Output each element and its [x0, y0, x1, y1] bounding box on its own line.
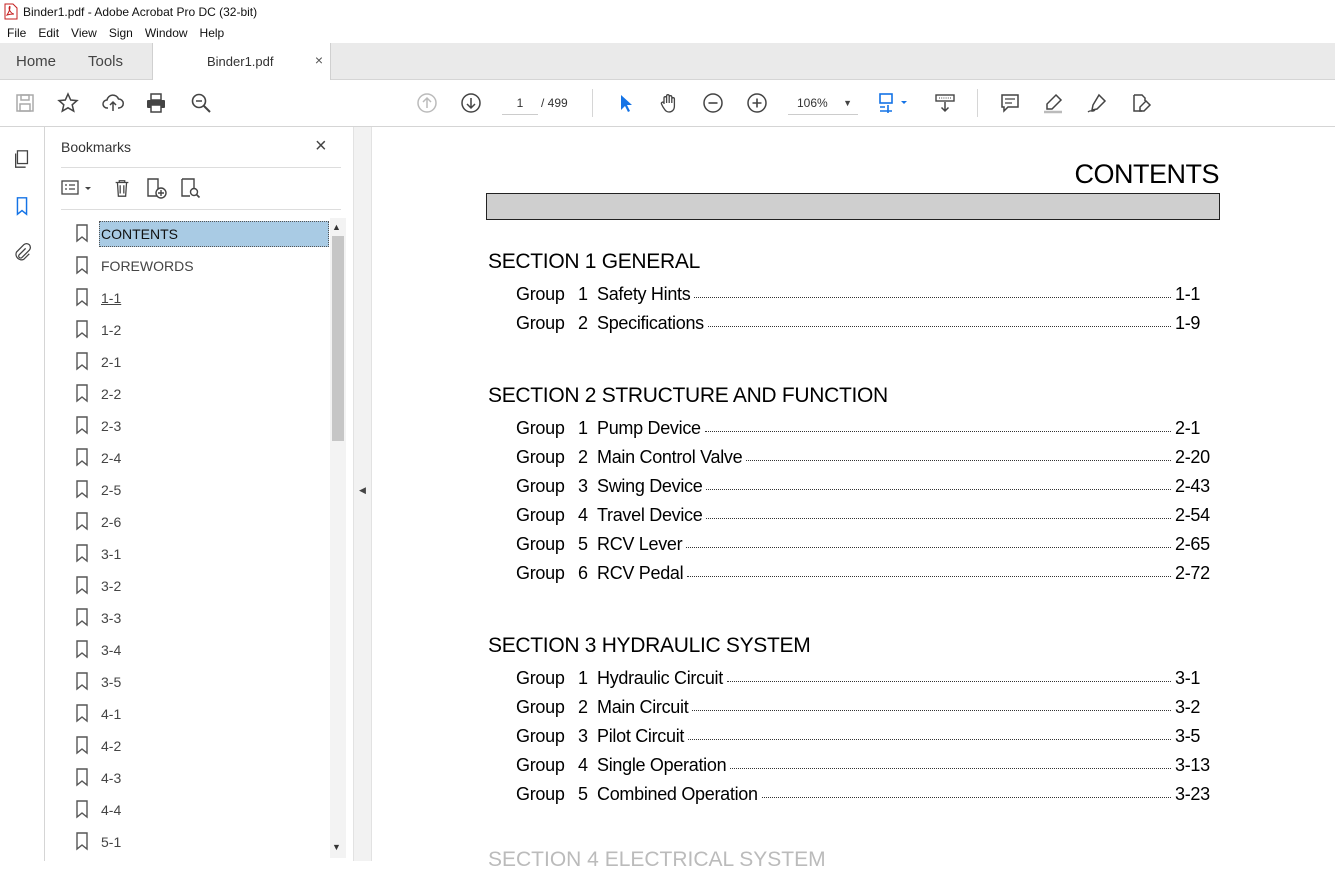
toc-page: 3-5: [1175, 726, 1201, 746]
zoom-value: 106%: [797, 96, 828, 110]
bookmark-item[interactable]: [75, 636, 331, 664]
toc-number: 3: [578, 476, 588, 496]
toc-title: Combined Operation: [597, 784, 762, 805]
toolbar-separator: [592, 89, 593, 117]
tab-bar: [0, 43, 1335, 80]
section-heading: SECTION 1 GENERAL: [488, 250, 700, 273]
bookmark-item[interactable]: [75, 828, 331, 856]
bookmark-icon: [75, 800, 89, 818]
bookmark-icon: [75, 320, 89, 338]
delete-bookmark-icon[interactable]: [109, 175, 135, 201]
menu-sign[interactable]: Sign: [108, 26, 133, 40]
bookmark-icon: [75, 416, 89, 434]
menu-file[interactable]: File: [7, 26, 27, 40]
toc-entry[interactable]: [516, 784, 1216, 808]
toc-page: 2-54: [1175, 505, 1210, 525]
bookmark-icon: [75, 352, 89, 370]
bookmark-icon: [75, 672, 89, 690]
toc-number: 3: [578, 726, 588, 746]
toc-group: Group: [516, 447, 565, 467]
menu-view[interactable]: View: [71, 26, 97, 40]
bookmark-label: 4-1: [101, 706, 122, 722]
divider: [61, 209, 341, 210]
page-down-icon[interactable]: [458, 90, 484, 116]
bookmark-item[interactable]: [75, 444, 331, 472]
bookmark-label: 2-3: [101, 418, 122, 434]
bookmark-icon: [75, 608, 89, 626]
bookmark-label: 3-5: [101, 674, 122, 690]
bookmarks-scrollbar[interactable]: [330, 218, 346, 858]
zoom-select[interactable]: [788, 91, 858, 115]
toc-entry[interactable]: [516, 505, 1216, 529]
toc-title: Pump Device: [597, 418, 705, 439]
scroll-down-icon[interactable]: ▼: [332, 842, 341, 852]
bookmark-label: 4-3: [101, 770, 122, 786]
main-toolbar: [0, 80, 1335, 127]
bookmark-label: 2-5: [101, 482, 122, 498]
print-icon[interactable]: [143, 90, 169, 116]
find-bookmark-icon[interactable]: [177, 175, 203, 201]
toc-entry[interactable]: [516, 418, 1216, 442]
toc-entry[interactable]: [516, 284, 1216, 308]
toc-page: 3-1: [1175, 668, 1201, 688]
toc-group: Group: [516, 697, 565, 717]
toc-leader: [708, 326, 1171, 327]
toc-leader: [705, 431, 1171, 432]
bookmark-options-icon[interactable]: [59, 175, 95, 201]
bookmark-item[interactable]: [75, 348, 331, 376]
bookmark-label: 3-1: [101, 546, 122, 562]
page-number-input[interactable]: 1: [502, 91, 538, 115]
page-up-icon[interactable]: [414, 90, 440, 116]
fit-page-icon[interactable]: [876, 90, 912, 116]
toc-group: Group: [516, 534, 565, 554]
sign-icon[interactable]: [1084, 90, 1110, 116]
toc-title: Main Circuit: [597, 697, 692, 718]
tab-tools[interactable]: Tools: [88, 53, 124, 70]
menu-bar: [0, 23, 1335, 43]
toc-page: 3-23: [1175, 784, 1210, 804]
bookmark-icon: [75, 736, 89, 754]
document-view[interactable]: [372, 127, 1335, 871]
toolbar-separator: [977, 89, 978, 117]
toc-entry[interactable]: [516, 726, 1216, 750]
toc-title: Swing Device: [597, 476, 706, 497]
toc-number: 4: [578, 755, 588, 775]
toc-number: 1: [578, 284, 588, 304]
section-heading: SECTION 3 HYDRAULIC SYSTEM: [488, 634, 811, 657]
toc-group: Group: [516, 505, 565, 525]
select-arrow-icon[interactable]: [612, 90, 638, 116]
bookmark-item[interactable]: [75, 540, 331, 568]
toc-leader: [692, 710, 1171, 711]
panel-splitter[interactable]: [353, 127, 372, 861]
toc-group: Group: [516, 755, 565, 775]
zoom-out-icon[interactable]: [700, 90, 726, 116]
toc-page: 1-1: [1175, 284, 1201, 304]
toc-group: Group: [516, 784, 565, 804]
bookmark-item[interactable]: [75, 668, 331, 696]
bookmark-icon: [75, 704, 89, 722]
toc-group: Group: [516, 476, 565, 496]
toc-leader: [694, 297, 1171, 298]
toc-page: 2-65: [1175, 534, 1210, 554]
bookmark-label: 3-4: [101, 642, 122, 658]
scroll-mode-icon[interactable]: [932, 90, 958, 116]
bookmark-icon: [75, 256, 89, 274]
bookmark-label: CONTENTS: [101, 226, 178, 242]
menu-window[interactable]: Window: [144, 26, 188, 40]
toc-leader: [706, 489, 1171, 490]
toc-page: 3-13: [1175, 755, 1210, 775]
document-heading: CONTENTS: [1074, 159, 1219, 189]
scroll-up-icon[interactable]: ▲: [332, 222, 341, 232]
toc-entry[interactable]: [516, 313, 1216, 337]
bookmark-item[interactable]: [75, 604, 331, 632]
bookmark-item[interactable]: [75, 508, 331, 536]
bookmark-icon: [75, 576, 89, 594]
toc-group: Group: [516, 313, 565, 333]
bookmark-item[interactable]: [75, 252, 331, 280]
bookmark-icon: [75, 512, 89, 530]
toc-group: Group: [516, 418, 565, 438]
tab-document[interactable]: [152, 43, 331, 80]
bookmark-label: 2-2: [101, 386, 122, 402]
bookmark-item[interactable]: [75, 316, 331, 344]
bookmark-label: 2-6: [101, 514, 122, 530]
toc-title: Safety Hints: [597, 284, 694, 305]
divider: [61, 167, 341, 168]
toc-title: Hydraulic Circuit: [597, 668, 727, 689]
highlight-icon[interactable]: [1040, 90, 1066, 116]
toc-entry[interactable]: [516, 476, 1216, 500]
close-tab-icon[interactable]: ×: [314, 52, 323, 68]
bookmark-label: FOREWORDS: [101, 258, 194, 274]
tab-document-label: Binder1.pdf: [207, 54, 274, 69]
toc-number: 4: [578, 505, 588, 525]
hand-icon[interactable]: [656, 90, 682, 116]
new-bookmark-icon[interactable]: [143, 175, 169, 201]
toc-page: 2-1: [1175, 418, 1201, 438]
bookmark-icon: [75, 768, 89, 786]
comment-icon[interactable]: [997, 90, 1023, 116]
menu-help[interactable]: Help: [199, 26, 225, 40]
toc-title: RCV Pedal: [597, 563, 687, 584]
window-title: Binder1.pdf - Adobe Acrobat Pro DC (32-bit): [23, 4, 258, 19]
close-panel-icon[interactable]: ×: [315, 135, 327, 157]
tab-home[interactable]: Home: [16, 53, 57, 70]
bookmark-label: 5-1: [101, 834, 122, 850]
toc-leader: [727, 681, 1171, 682]
bookmark-item[interactable]: [75, 284, 331, 312]
bookmark-label: 3-3: [101, 610, 122, 626]
bookmark-item[interactable]: [75, 220, 331, 248]
toc-leader: [746, 460, 1171, 461]
bookmarks-title: Bookmarks: [61, 139, 132, 155]
upload-icon[interactable]: [100, 90, 126, 116]
bookmark-item[interactable]: [75, 732, 331, 760]
bookmark-icon: [75, 480, 89, 498]
section-heading: SECTION 2 STRUCTURE AND FUNCTION: [488, 384, 888, 407]
bookmark-list: [45, 218, 335, 858]
page-thumbnails-icon[interactable]: [10, 147, 34, 171]
title-bar: [0, 0, 1335, 23]
toc-leader: [706, 518, 1171, 519]
toc-leader: [730, 768, 1171, 769]
acrobat-app-icon: [4, 4, 17, 19]
toc-group: Group: [516, 563, 565, 583]
scrollbar-thumb[interactable]: [332, 236, 344, 441]
bookmark-item[interactable]: [75, 700, 331, 728]
toc-entry[interactable]: [516, 755, 1216, 779]
zoom-in-icon[interactable]: [744, 90, 770, 116]
bookmark-icon: [75, 640, 89, 658]
toc-number: 1: [578, 668, 588, 688]
bookmark-item[interactable]: [75, 796, 331, 824]
zoom-search-icon[interactable]: [188, 90, 214, 116]
bookmark-icon: [75, 384, 89, 402]
toc-group: Group: [516, 284, 565, 304]
collapse-panel-icon[interactable]: ◀: [359, 485, 366, 495]
bookmark-item[interactable]: [75, 764, 331, 792]
chevron-down-icon[interactable]: ▼: [843, 98, 852, 108]
bookmark-item[interactable]: [75, 572, 331, 600]
bookmark-label: 4-2: [101, 738, 122, 754]
toc-number: 2: [578, 697, 588, 717]
toc-entry[interactable]: [516, 697, 1216, 721]
toc-title: Main Control Valve: [597, 447, 746, 468]
bookmark-label: 3-2: [101, 578, 122, 594]
toc-entry[interactable]: [516, 534, 1216, 558]
toc-number: 2: [578, 447, 588, 467]
toc-page: 2-20: [1175, 447, 1210, 467]
toc-title: RCV Lever: [597, 534, 686, 555]
toc-leader: [762, 797, 1171, 798]
bookmark-label: 2-1: [101, 354, 122, 370]
menu-edit[interactable]: Edit: [38, 26, 60, 40]
attachments-icon[interactable]: [10, 240, 34, 264]
bookmark-item[interactable]: [75, 476, 331, 504]
bookmarks-panel: [45, 127, 353, 861]
toc-entry[interactable]: [516, 563, 1216, 587]
toc-number: 5: [578, 784, 588, 804]
toc-entry[interactable]: [516, 447, 1216, 471]
toc-title: Pilot Circuit: [597, 726, 688, 747]
bookmark-icon: [75, 448, 89, 466]
bookmark-label: 2-4: [101, 450, 122, 466]
toc-title: Travel Device: [597, 505, 706, 526]
toc-number: 2: [578, 313, 588, 333]
bookmark-icon: [75, 288, 89, 306]
cutoff-section-heading: SECTION 4 ELECTRICAL SYSTEM: [488, 848, 826, 871]
toc-group: Group: [516, 668, 565, 688]
toc-number: 6: [578, 563, 588, 583]
toc-number: 5: [578, 534, 588, 554]
navigation-rail: [0, 127, 45, 861]
star-icon[interactable]: [55, 90, 81, 116]
bookmark-icon: [75, 832, 89, 850]
bookmark-label: 1-2: [101, 322, 122, 338]
toc-page: 1-9: [1175, 313, 1201, 333]
toc-title: Specifications: [597, 313, 708, 334]
bookmark-icon: [75, 544, 89, 562]
toc-leader: [688, 739, 1171, 740]
toc-leader: [687, 576, 1171, 577]
bookmark-item[interactable]: [75, 380, 331, 408]
bookmark-icon: [75, 224, 89, 242]
toc-page: 2-43: [1175, 476, 1210, 496]
edit-icon[interactable]: [1128, 90, 1154, 116]
bookmark-label: 1-1: [101, 290, 122, 306]
page-total: / 499: [541, 96, 568, 110]
toc-page: 3-2: [1175, 697, 1201, 717]
bookmark-item[interactable]: [75, 412, 331, 440]
bookmark-label: 4-4: [101, 802, 122, 818]
toc-page: 2-72: [1175, 563, 1210, 583]
toc-number: 1: [578, 418, 588, 438]
save-icon[interactable]: [12, 90, 38, 116]
toc-leader: [686, 547, 1171, 548]
toc-group: Group: [516, 726, 565, 746]
toc-title: Single Operation: [597, 755, 730, 776]
bookmarks-icon[interactable]: [10, 194, 34, 218]
toc-entry[interactable]: [516, 668, 1216, 692]
heading-band: [486, 193, 1220, 220]
